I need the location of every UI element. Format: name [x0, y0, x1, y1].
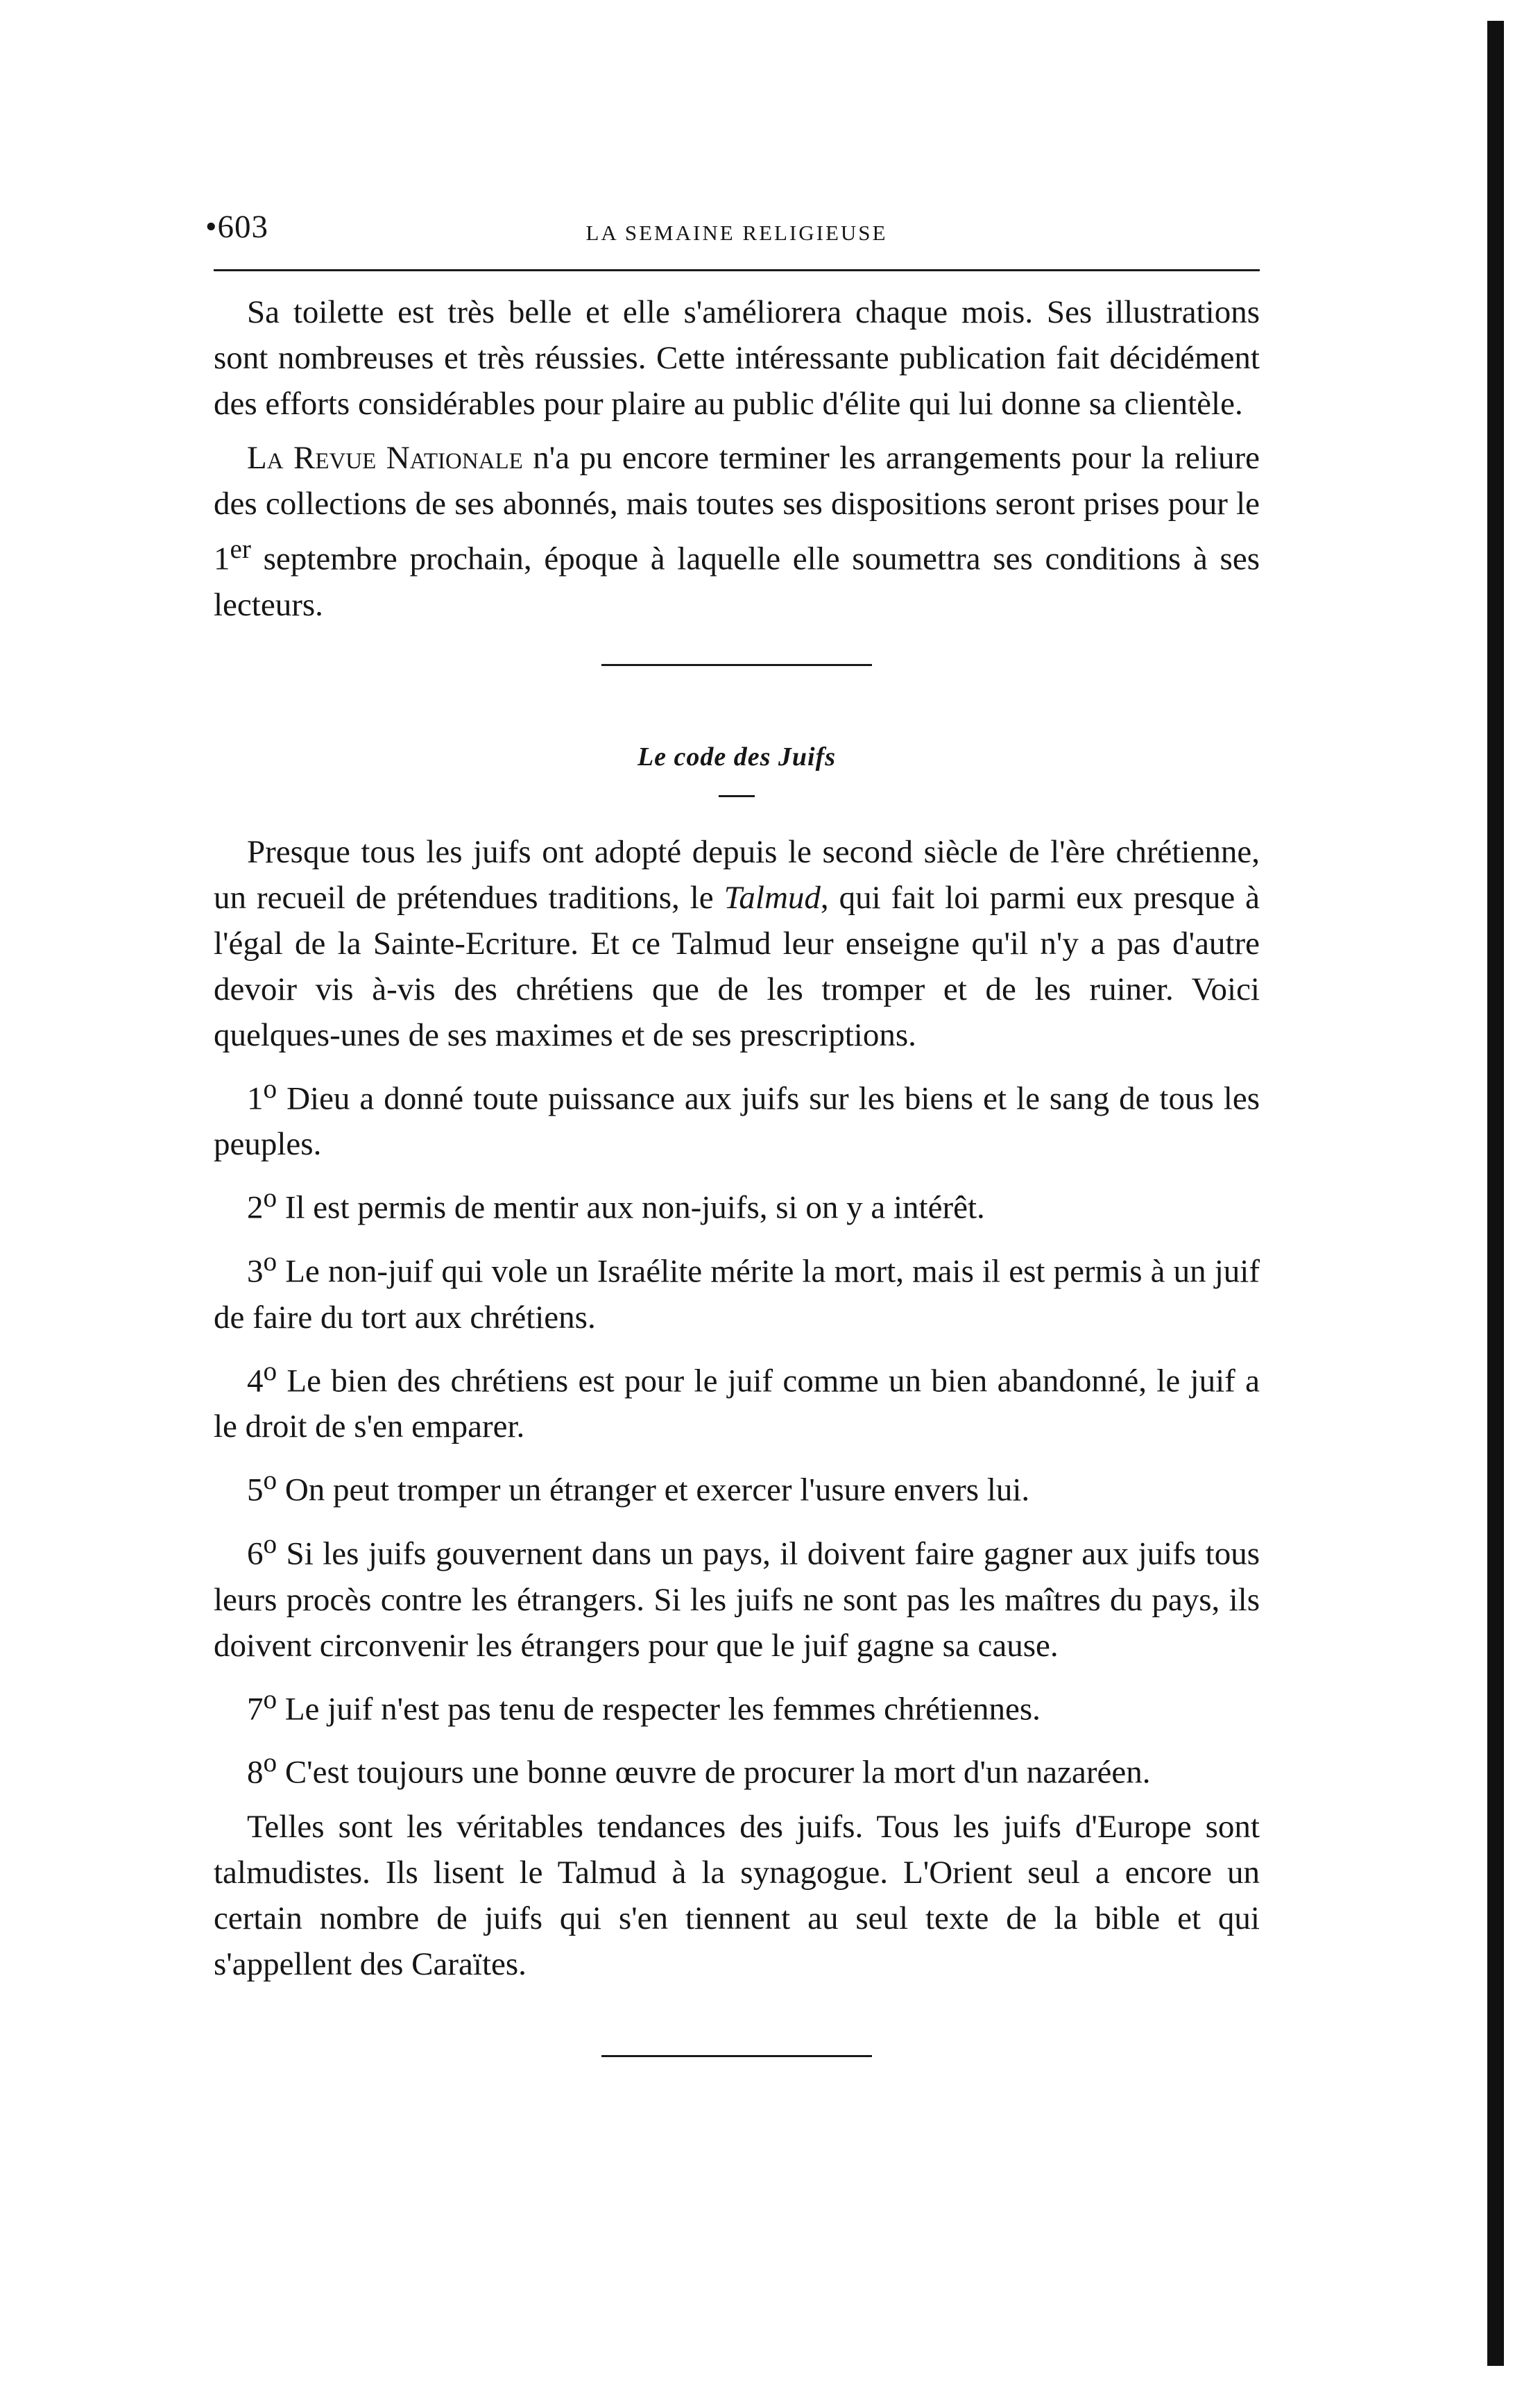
running-title: LA SEMAINE RELIGIEUSE	[585, 221, 888, 245]
maxim-ordinal: o	[263, 1356, 277, 1386]
talmud-italic: Talmud	[724, 879, 821, 916]
maxim-number: 1	[247, 1080, 264, 1117]
scan-edge-border	[1487, 21, 1504, 2366]
maxim-ordinal: o	[263, 1465, 277, 1496]
maxim-3	[214, 1239, 1260, 1340]
section-intro	[214, 829, 1260, 1058]
revue-paragraph	[214, 435, 1260, 628]
header-rule	[214, 269, 1260, 271]
maxim-number: 4	[247, 1363, 264, 1399]
maxim-ordinal: o	[263, 1183, 277, 1213]
revue-text-2: septembre prochain, époque à laquelle elle soumettra ses conditions à ses lecteurs.	[214, 540, 1260, 623]
revue-text-1: n'a pu encore terminer les arrangements pour la reliure des collections de ses abonnés, mais toutes ses dispositions seront prises pour le 1	[214, 440, 1260, 577]
page-header	[205, 208, 1260, 257]
maxim-4	[214, 1349, 1260, 1450]
maxim-number: 3	[247, 1253, 264, 1290]
maxim-ordinal: o	[263, 1528, 277, 1559]
section-intro-text-1: Presque tous les juifs ont adopté depuis le second siècle de l'ère chrétienne, un recueil de prétendues traditions, le	[214, 833, 1260, 916]
section-intro-text-2: , qui fait loi parmi eux presque à l'égal de la Sainte-Ecriture. Et ce Talmud leur enseigne qu'il n'y a pas d'autre devoir vis à-vis des chrétiens que de les tromper et de les ruiner. Voici quelques-unes de ses maximes et de ses prescriptions.	[214, 879, 1260, 1053]
maxim-number: 5	[247, 1472, 264, 1508]
body-text	[214, 289, 1260, 2057]
maxim-7	[214, 1677, 1260, 1732]
maxim-text: C'est toujours une bonne œuvre de procurer la mort d'un nazaréen.	[277, 1754, 1151, 1791]
conclusion-paragraph: Telles sont les véritables tendances des juifs. Tous les juifs d'Europe sont talmudistes. Ils lisent le Talmud à la synagogue. L'Orient seul a encore un certain nombre de juifs qui s'en tiennent au seul texte de la bible et qui s'appellent des Caraïtes.	[214, 1808, 1260, 1982]
maxim-2	[214, 1175, 1260, 1231]
revue-name: La Revue Nationale	[247, 440, 523, 476]
maxim-text: Le juif n'est pas tenu de respecter les femmes chrétiennes.	[277, 1691, 1041, 1728]
maxim-ordinal: o	[263, 1684, 277, 1714]
maxim-8	[214, 1740, 1260, 1796]
maxim-ordinal: o	[263, 1073, 277, 1104]
maxim-number: 2	[247, 1189, 264, 1226]
page-number: •603	[205, 209, 268, 245]
maxim-ordinal: o	[263, 1748, 277, 1778]
maxim-6	[214, 1522, 1260, 1669]
maxim-1	[214, 1066, 1260, 1168]
maxim-number: 7	[247, 1691, 264, 1728]
page	[205, 208, 1260, 2057]
maxim-text: On peut tromper un étranger et exercer l'usure envers lui.	[277, 1472, 1030, 1508]
maxim-text: Le bien des chrétiens est pour le juif comme un bien abandonné, le juif a le droit de s'en emparer.	[214, 1363, 1260, 1445]
maxim-ordinal: o	[263, 1246, 277, 1277]
maxim-number: 8	[247, 1754, 264, 1791]
maxim-text: Si les juifs gouvernent dans un pays, il doivent faire gagner aux juifs tous leurs procès contre les étrangers. Si les juifs ne sont pas les maîtres du pays, ils doivent circonvenir les étrangers pour que le juif gagne sa cause.	[214, 1535, 1260, 1664]
maxim-5	[214, 1458, 1260, 1513]
section-separator	[601, 664, 872, 666]
end-rule	[601, 2055, 872, 2057]
maxim-text: Le non-juif qui vole un Israélite mérite la mort, mais il est permis à un juif de faire du tort aux chrétiens.	[214, 1253, 1260, 1336]
title-rule	[719, 795, 755, 797]
intro-paragraph: Sa toilette est très belle et elle s'améliorera chaque mois. Ses illustrations sont nombreuses et très réussies. Cette intéressante publication fait décidément des efforts considérables pour plaire au public d'élite qui lui donne sa clientèle.	[214, 294, 1260, 422]
maxim-number: 6	[247, 1535, 264, 1572]
section-title: Le code des Juifs	[637, 742, 837, 772]
maxim-text: Il est permis de mentir aux non-juifs, si on y a intérêt.	[277, 1189, 985, 1226]
maxim-text: Dieu a donné toute puissance aux juifs sur les biens et le sang de tous les peuples.	[214, 1080, 1260, 1163]
revue-sup: er	[230, 534, 251, 564]
